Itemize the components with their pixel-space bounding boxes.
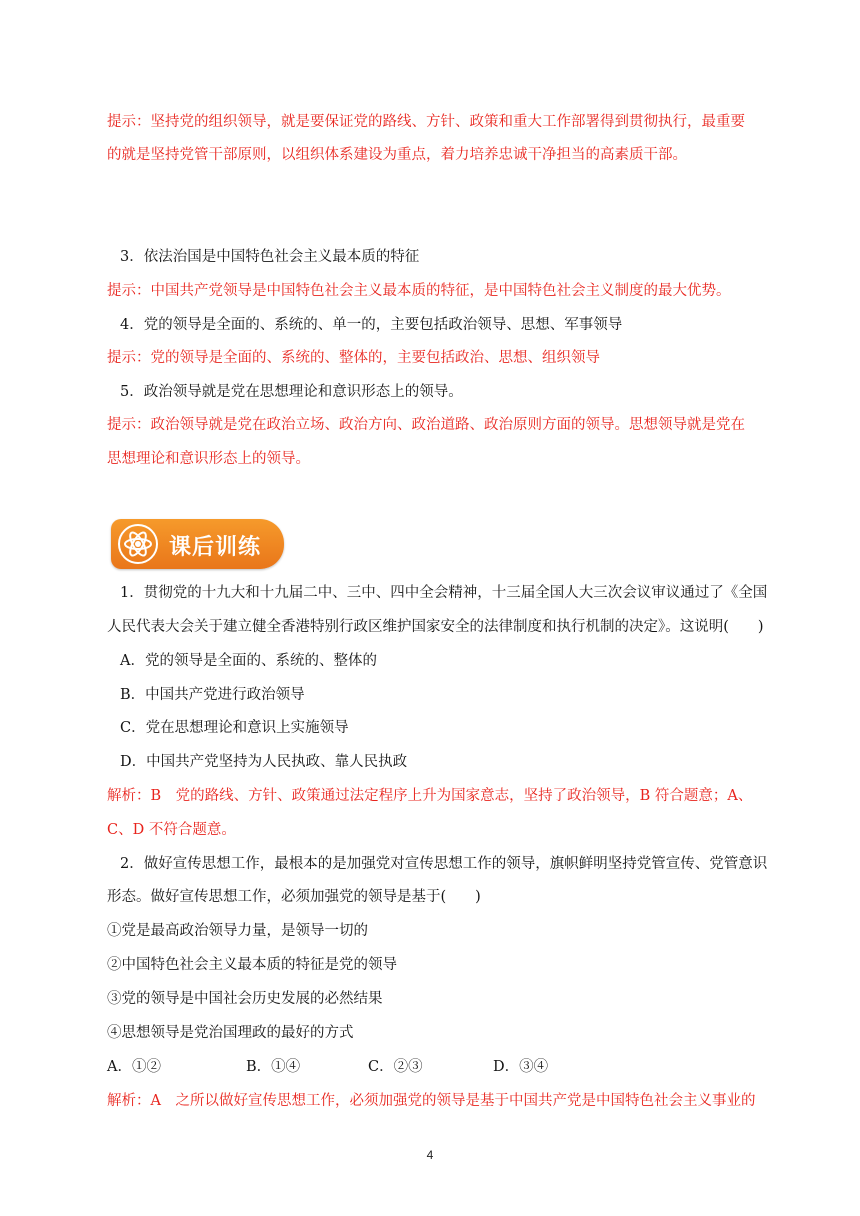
- statement-item: ④思想领导是党治国理政的最好的方式: [107, 1025, 354, 1041]
- option-a: A．①②: [107, 1059, 161, 1075]
- hint-text: 提示：中国共产党领导是中国特色社会主义最本质的特征，是中国特色社会主义制度的最大优势。: [107, 283, 731, 299]
- judgment-statement: 3．依法治国是中国特色社会主义最本质的特征: [120, 249, 420, 265]
- option-d: D．中国共产党坚持为人民执政、靠人民执政: [120, 754, 408, 770]
- option-b: B．①④: [246, 1059, 301, 1075]
- hint-text: 思想理论和意识形态上的领导。: [107, 451, 310, 467]
- statement-item: ①党是最高政治领导力量，是领导一切的: [107, 923, 368, 939]
- hint-text: 提示：政治领导就是党在政治立场、政治方向、政治道路、政治原则方面的领导。思想领导就是党在: [107, 417, 745, 433]
- atom-icon: [117, 523, 159, 565]
- section-title: 课后训练: [169, 535, 262, 560]
- option-c: C．党在思想理论和意识上实施领导: [120, 720, 349, 736]
- question-stem: 形态。做好宣传思想工作，必须加强党的领导是基于( ): [107, 889, 481, 905]
- judgment-statement: 4．党的领导是全面的、系统的、单一的，主要包括政治领导、思想、军事领导: [120, 317, 623, 333]
- question-stem: 2．做好宣传思想工作，最根本的是加强党对宣传思想工作的领导，旗帜鲜明坚持党管宣传、党管意识: [120, 856, 768, 872]
- analysis-text: 解析：B 党的路线、方针、政策通过法定程序上升为国家意志，坚持了政治领导，B 符合题意；A、: [107, 788, 753, 804]
- analysis-text: 解析：A 之所以做好宣传思想工作，必须加强党的领导是基于中国共产党是中国特色社会主义事业的: [107, 1093, 756, 1109]
- hint-text: 提示：坚持党的组织领导，就是要保证党的路线、方针、政策和重大工作部署得到贯彻执行，最重要: [107, 114, 745, 130]
- option-a: A．党的领导是全面的、系统的、整体的: [120, 653, 377, 669]
- judgment-statement: 5．政治领导就是党在思想理论和意识形态上的领导。: [120, 384, 463, 400]
- option-d: D．③④: [493, 1059, 549, 1075]
- question-stem: 人民代表大会关于建立健全香港特别行政区维护国家安全的法律制度和执行机制的决定》。这说明( ): [107, 619, 764, 635]
- question-stem: 1．贯彻党的十九大和十九届二中、三中、四中全会精神，十三届全国人大三次会议审议通过了《全国: [120, 585, 768, 601]
- hint-text: 提示：党的领导是全面的、系统的、整体的，主要包括政治、思想、组织领导: [107, 350, 600, 366]
- hint-text: 的就是坚持党管干部原则，以组织体系建设为重点，着力培养忠诚干净担当的高素质干部。: [107, 147, 687, 163]
- page-number: 4: [426, 1148, 434, 1162]
- option-c: C．②③: [368, 1059, 423, 1075]
- statement-item: ③党的领导是中国社会历史发展的必然结果: [107, 991, 383, 1007]
- analysis-text: C、D 不符合题意。: [107, 822, 236, 838]
- section-banner: [111, 519, 284, 569]
- statement-item: ②中国特色社会主义最本质的特征是党的领导: [107, 957, 397, 973]
- option-b: B．中国共产党进行政治领导: [120, 687, 305, 703]
